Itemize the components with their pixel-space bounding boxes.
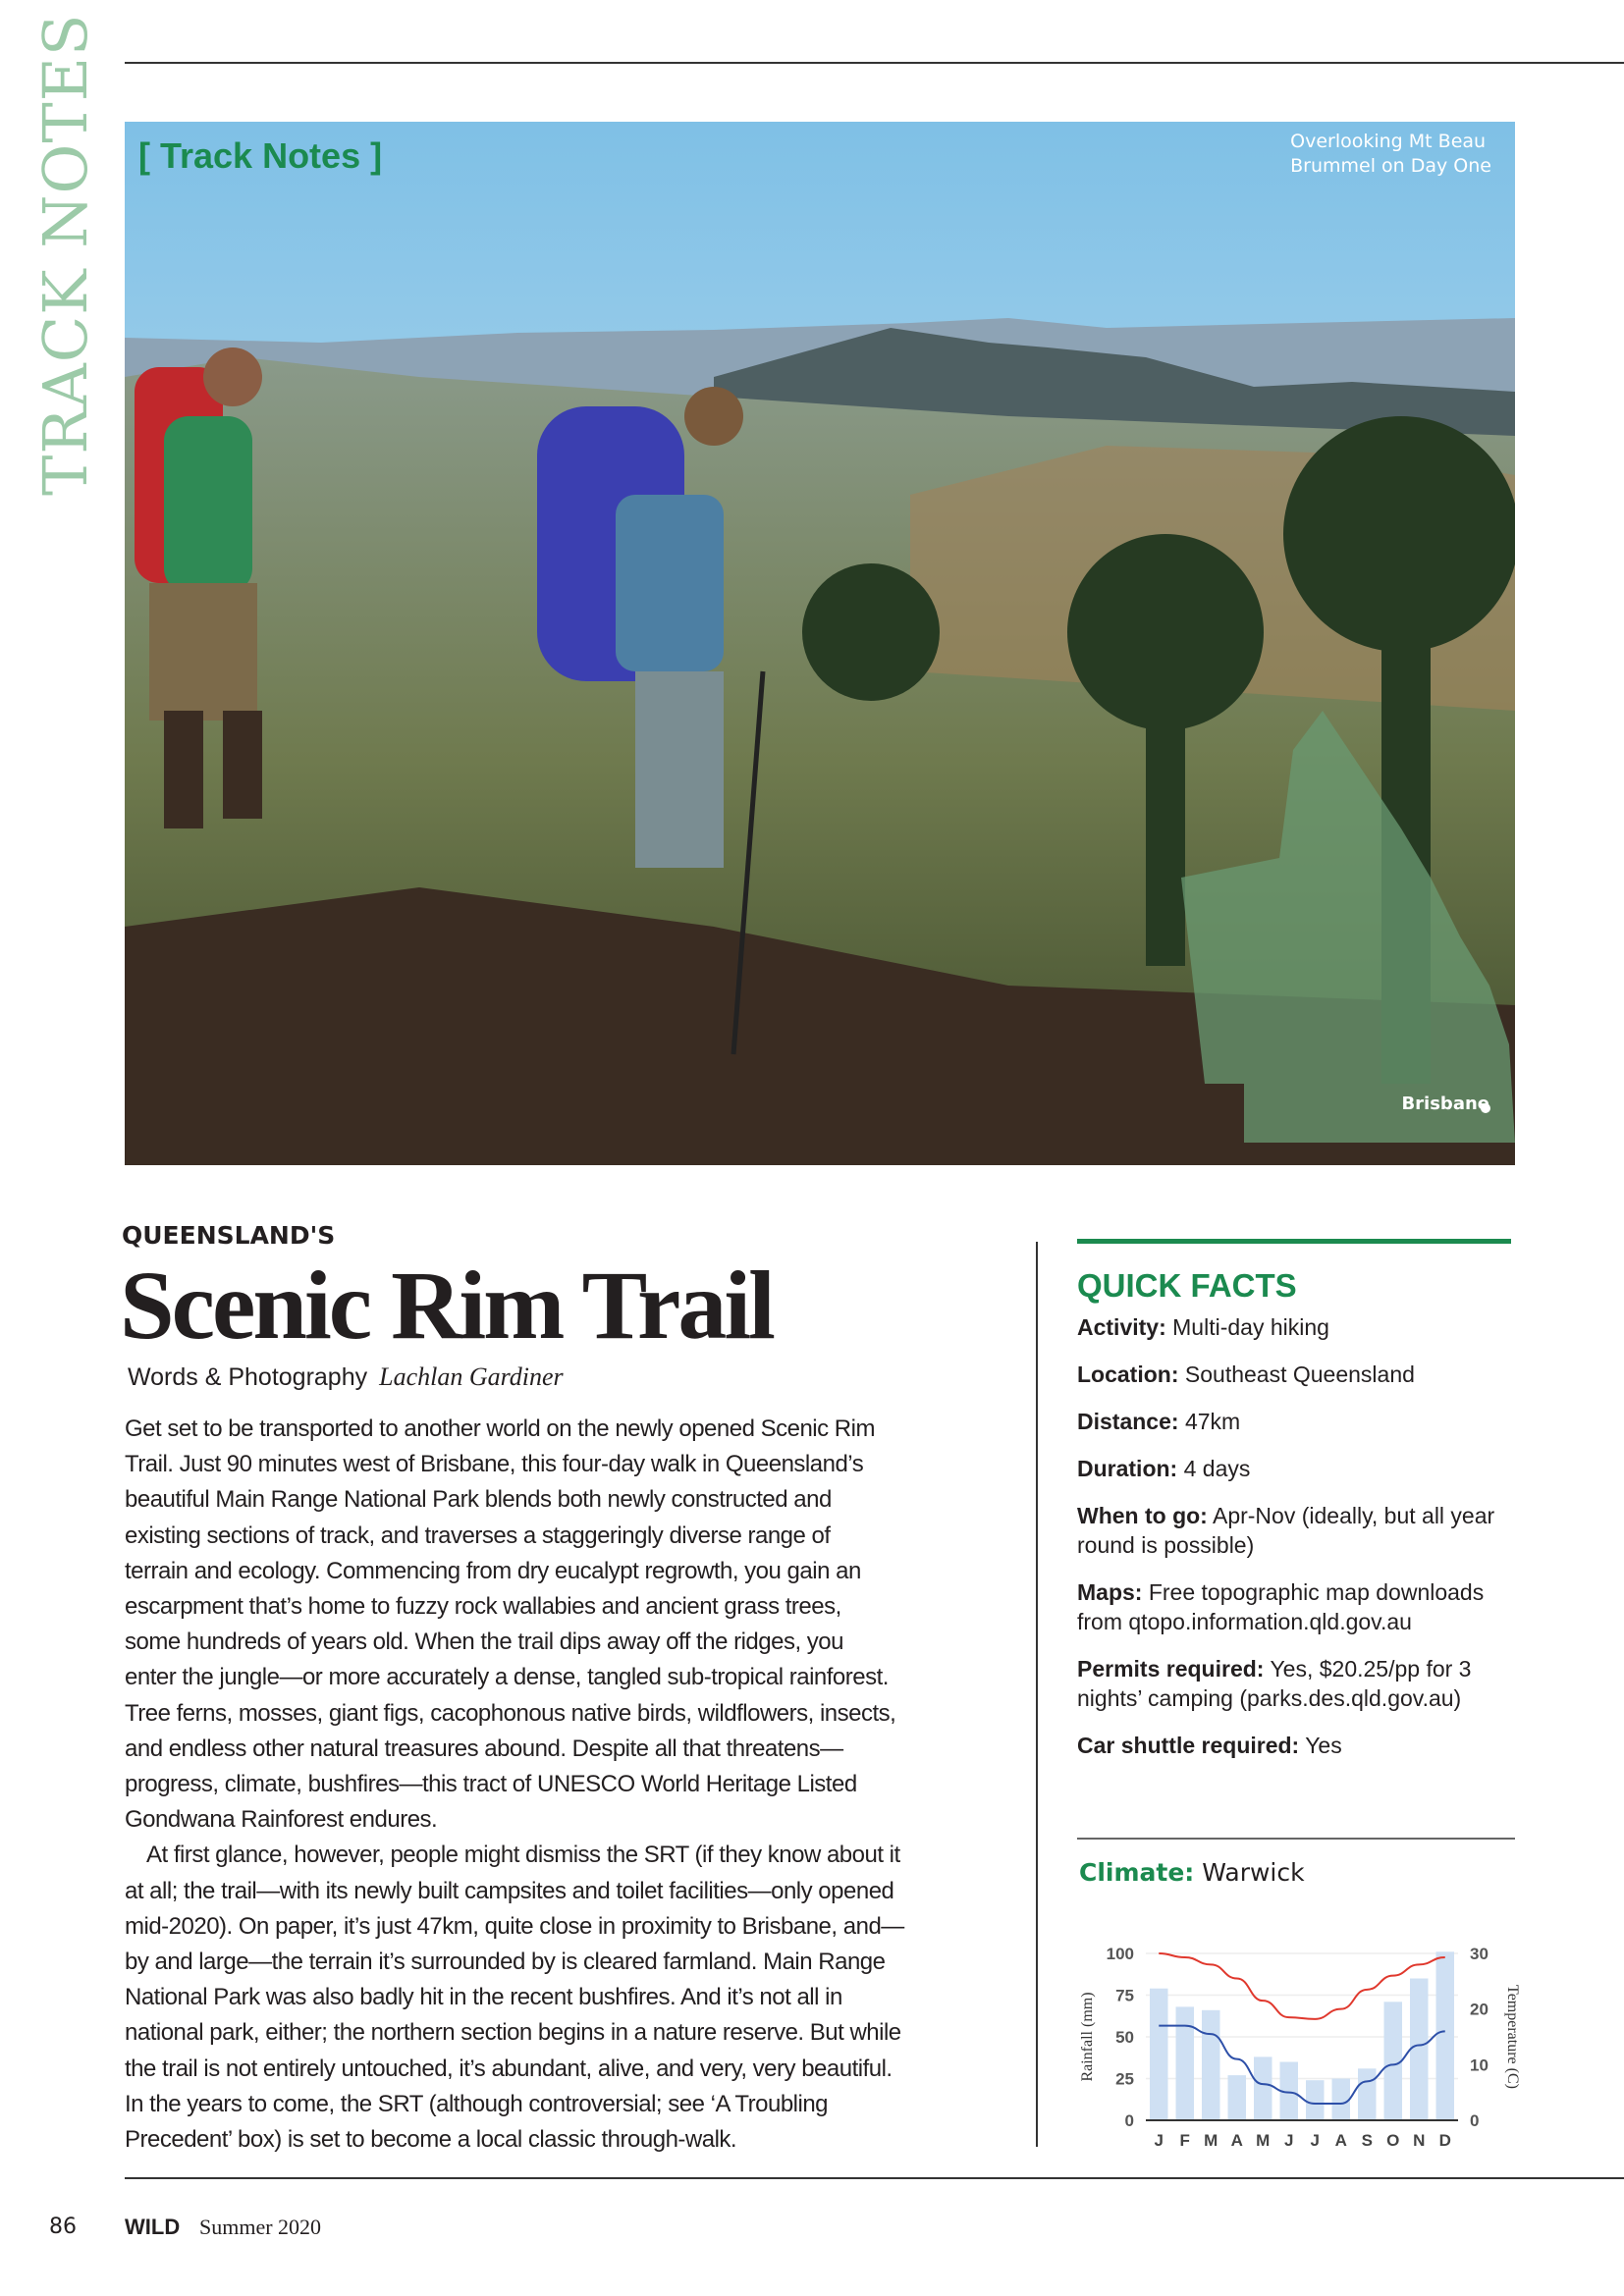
map-label-brisbane: Brisbane xyxy=(1401,1094,1489,1114)
body-line: At first glance, however, people might dismiss the SRT (if they know about it xyxy=(146,1842,900,1869)
rainfall-bar xyxy=(1410,1979,1429,2121)
quick-fact xyxy=(1077,1731,1511,1760)
fact-label: Distance: xyxy=(1077,1409,1179,1434)
y-tick-label: 25 xyxy=(1115,2069,1134,2089)
bottom-rule xyxy=(125,2177,1624,2179)
fact-label: Activity: xyxy=(1077,1314,1166,1340)
rainfall-bar xyxy=(1228,2075,1247,2120)
quick-facts-rule xyxy=(1077,1239,1511,1244)
body-line: by and large—the terrain it’s surrounded by is cleared farmland. Main Range xyxy=(125,1949,886,1976)
section-side-label: TRACK NOTES xyxy=(29,13,101,496)
fact-value: Multi-day hiking xyxy=(1172,1314,1329,1340)
y2-axis-label: Temperature (C) xyxy=(1504,1985,1521,2089)
rainfall-bar xyxy=(1150,1989,1168,2120)
footer xyxy=(49,2215,322,2239)
climate-chart xyxy=(1070,1924,1542,2169)
author: Lachlan Gardiner xyxy=(379,1362,564,1391)
section-tag: [ Track Notes ] xyxy=(138,135,383,176)
quick-fact xyxy=(1077,1577,1511,1636)
fact-value: 4 days xyxy=(1183,1456,1251,1481)
y-tick-label: 50 xyxy=(1115,2028,1134,2047)
month-label: J xyxy=(1154,2131,1164,2150)
body-line: Get set to be transported to another world on the newly opened Scenic Rim xyxy=(125,1415,875,1442)
quick-facts-heading: QUICK FACTS xyxy=(1077,1267,1297,1304)
body-line: Precedent’ box) is set to become a local classic through-walk. xyxy=(125,2126,737,2154)
body-line: progress, climate, bushfires—this tract of UNESCO World Heritage Listed xyxy=(125,1771,857,1798)
month-label: M xyxy=(1256,2131,1271,2150)
month-label: D xyxy=(1438,2131,1451,2150)
month-label: A xyxy=(1334,2131,1347,2150)
body-line: National Park was also badly hit in the recent bushfires. And it’s not all in xyxy=(125,1984,842,2011)
rainfall-bar xyxy=(1306,2080,1325,2120)
rainfall-bar xyxy=(1332,2079,1351,2121)
fact-value: 47km xyxy=(1184,1409,1241,1434)
hero-photo xyxy=(125,122,1515,1165)
body-line: escarpment that’s home to fuzzy rock wallabies and ancient grass trees, xyxy=(125,1593,841,1621)
body-line: Trail. Just 90 minutes west of Brisbane, this four-day walk in Queensland’s xyxy=(125,1451,864,1478)
month-label: A xyxy=(1230,2131,1243,2150)
rainfall-bar xyxy=(1358,2068,1377,2120)
fact-label: Car shuttle required: xyxy=(1077,1733,1300,1758)
fact-label: Location: xyxy=(1077,1362,1179,1387)
body-line: national park, either; the northern section begins in a nature reserve. But while xyxy=(125,2019,901,2047)
issue: Summer 2020 xyxy=(199,2215,322,2239)
body-line: and endless other natural treasures abound. Despite all that threatens— xyxy=(125,1735,843,1762)
photo-caption: Overlooking Mt Beau Brummel on Day One xyxy=(1290,131,1491,177)
climate-rule xyxy=(1077,1838,1515,1840)
y-tick-label: 100 xyxy=(1106,1945,1134,1963)
body-line: terrain and ecology. Commencing from dry eucalypt regrowth, you gain an xyxy=(125,1557,861,1584)
rainfall-bar xyxy=(1254,2056,1272,2120)
quick-fact xyxy=(1077,1407,1511,1436)
body-line: In the years to come, the SRT (although controversial; see ‘A Troubling xyxy=(125,2090,829,2117)
body-line: some hundreds of years old. When the trail dips away off the ridges, you xyxy=(125,1629,843,1656)
rainfall-bar xyxy=(1202,2010,1220,2120)
fact-value: Apr-Nov (ideally, but all year round is possible) xyxy=(1077,1503,1495,1558)
body-line: the trail is not entirely untouched, it’s abundant, alive, and very, very beautiful. xyxy=(125,2055,893,2082)
month-label: F xyxy=(1179,2131,1190,2150)
quick-fact xyxy=(1077,1360,1511,1389)
body-line: at all; the trail—with its newly built campsites and toilet facilities—only opened xyxy=(125,1877,894,1904)
fact-value: Southeast Queensland xyxy=(1184,1362,1415,1387)
article-body xyxy=(125,1412,1023,2158)
article-kicker: QUEENSLAND'S xyxy=(122,1221,336,1250)
fact-label: Duration: xyxy=(1077,1456,1178,1481)
quick-fact xyxy=(1077,1312,1511,1342)
body-line: beautiful Main Range National Park blends both newly constructed and xyxy=(125,1486,832,1514)
y2-tick-label: 20 xyxy=(1470,2000,1489,2019)
y-axis-label: Rainfall (mm) xyxy=(1079,1992,1096,2082)
fact-value: Yes xyxy=(1305,1733,1342,1758)
quick-fact xyxy=(1077,1501,1511,1560)
y2-tick-label: 30 xyxy=(1470,1945,1489,1963)
rainfall-bar xyxy=(1436,1951,1455,2120)
body-line: existing sections of track, and traverses a staggeringly diverse range of xyxy=(125,1522,831,1549)
quick-fact xyxy=(1077,1654,1511,1713)
page-number: 86 xyxy=(49,2215,77,2239)
y-tick-label: 0 xyxy=(1124,2111,1134,2130)
max-temperature-line xyxy=(1159,1953,1445,2019)
y2-tick-label: 0 xyxy=(1470,2111,1480,2130)
column-divider xyxy=(1036,1242,1038,2147)
body-line: Gondwana Rainforest endures. xyxy=(125,1806,438,1834)
magazine-name: WILD xyxy=(125,2215,181,2239)
quick-fact xyxy=(1077,1454,1511,1483)
month-label: J xyxy=(1310,2131,1320,2150)
rainfall-bar xyxy=(1384,2002,1403,2120)
month-label: O xyxy=(1386,2131,1400,2150)
top-rule xyxy=(125,62,1624,64)
month-label: M xyxy=(1204,2131,1218,2150)
month-label: S xyxy=(1361,2131,1373,2150)
hiking-scene-image xyxy=(125,122,1515,1165)
body-line: enter the jungle—or more accurately a dense, tangled sub-tropical rainforest. xyxy=(125,1664,889,1691)
fact-label: When to go: xyxy=(1077,1503,1208,1528)
body-line: mid-2020). On paper, it’s just 47km, quite close in proximity to Brisbane, and— xyxy=(125,1912,904,1940)
article-title: Scenic Rim Trail xyxy=(120,1251,773,1360)
fact-value: Free topographic map downloads from qtopo.information.qld.gov.au xyxy=(1077,1579,1485,1634)
rainfall-bar xyxy=(1176,2006,1195,2120)
fact-label: Permits required: xyxy=(1077,1656,1265,1682)
fact-label: Maps: xyxy=(1077,1579,1143,1605)
climate-heading: Climate: Warwick xyxy=(1079,1858,1305,1887)
y2-tick-label: 10 xyxy=(1470,2056,1489,2075)
y-tick-label: 75 xyxy=(1115,1986,1134,2005)
byline: Words & Photography Lachlan Gardiner xyxy=(128,1362,564,1391)
fact-value: Yes, $20.25/pp for 3 nights’ camping (parks.des.qld.gov.au) xyxy=(1077,1656,1472,1711)
quick-facts-box xyxy=(1077,1239,1511,1760)
month-label: J xyxy=(1284,2131,1294,2150)
body-line: Tree ferns, mosses, giant figs, cacophonous native birds, wildflowers, insects, xyxy=(125,1699,896,1727)
month-label: N xyxy=(1413,2131,1426,2150)
